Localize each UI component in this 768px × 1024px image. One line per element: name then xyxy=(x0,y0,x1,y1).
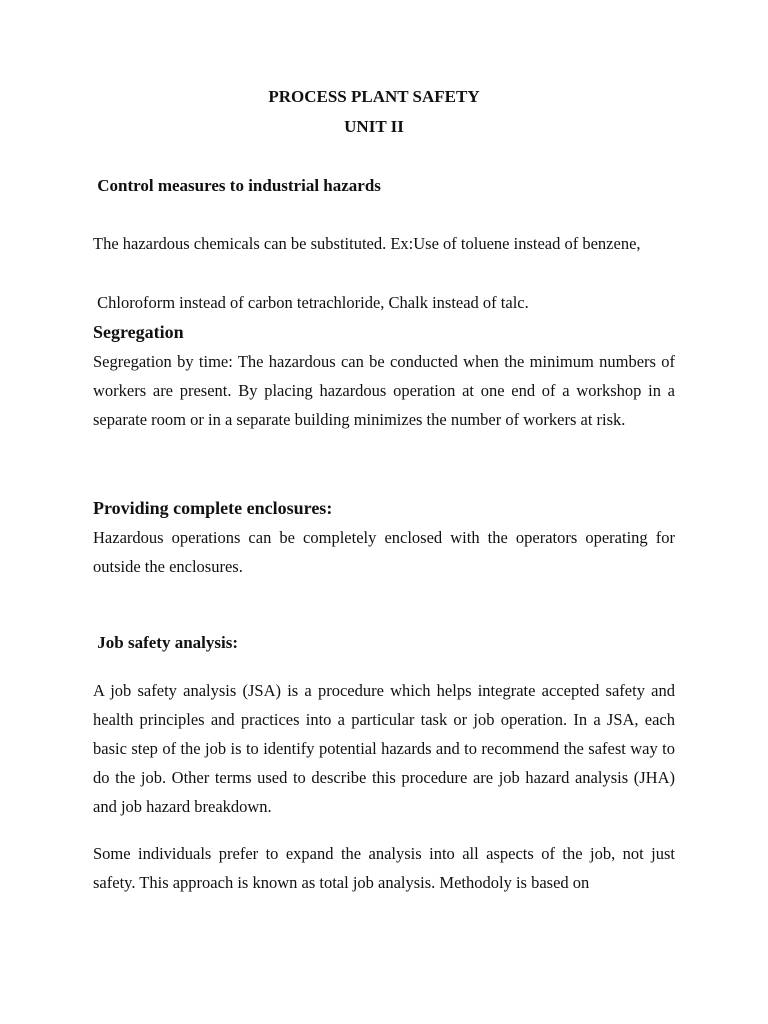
section-heading-job-safety-analysis: Job safety analysis: xyxy=(93,633,238,652)
control-paragraph: The hazardous chemicals can be substituted. Ex:Use of toluene instead of benzene, xyxy=(93,234,641,253)
control-substitutes-line: Chloroform instead of carbon tetrachloride, Chalk instead of talc. xyxy=(93,293,529,312)
jsa-paragraph-1: A job safety analysis (JSA) is a procedure which helps integrate accepted safety and health principles and practices into a particular task or job operation. In a JSA, each basic step of the job is to identify potential hazards and to recommend the safest way to do the job. Other terms used to describe this procedure are job hazard analysis (JHA) and job hazard breakdown. xyxy=(93,681,675,816)
enclosures-paragraph: Hazardous operations can be completely enclosed with the operators operating for outside the enclosures. xyxy=(93,528,675,576)
jsa-paragraph-2: Some individuals prefer to expand the analysis into all aspects of the job, not just safety. This approach is known as total job analysis. Methodoly is based on xyxy=(93,844,675,892)
document-title: PROCESS PLANT SAFETY xyxy=(268,87,480,106)
unit-label: UNIT II xyxy=(344,117,404,136)
segregation-paragraph: Segregation by time: The hazardous can be conducted when the minimum numbers of workers are present. By placing hazardous operation at one end of a workshop in a separate room or in a separate building minimizes the number of workers at risk. xyxy=(93,352,675,429)
section-heading-control-measures: Control measures to industrial hazards xyxy=(93,176,381,195)
section-heading-segregation: Segregation xyxy=(93,322,184,342)
section-heading-enclosures: Providing complete enclosures: xyxy=(93,498,333,518)
